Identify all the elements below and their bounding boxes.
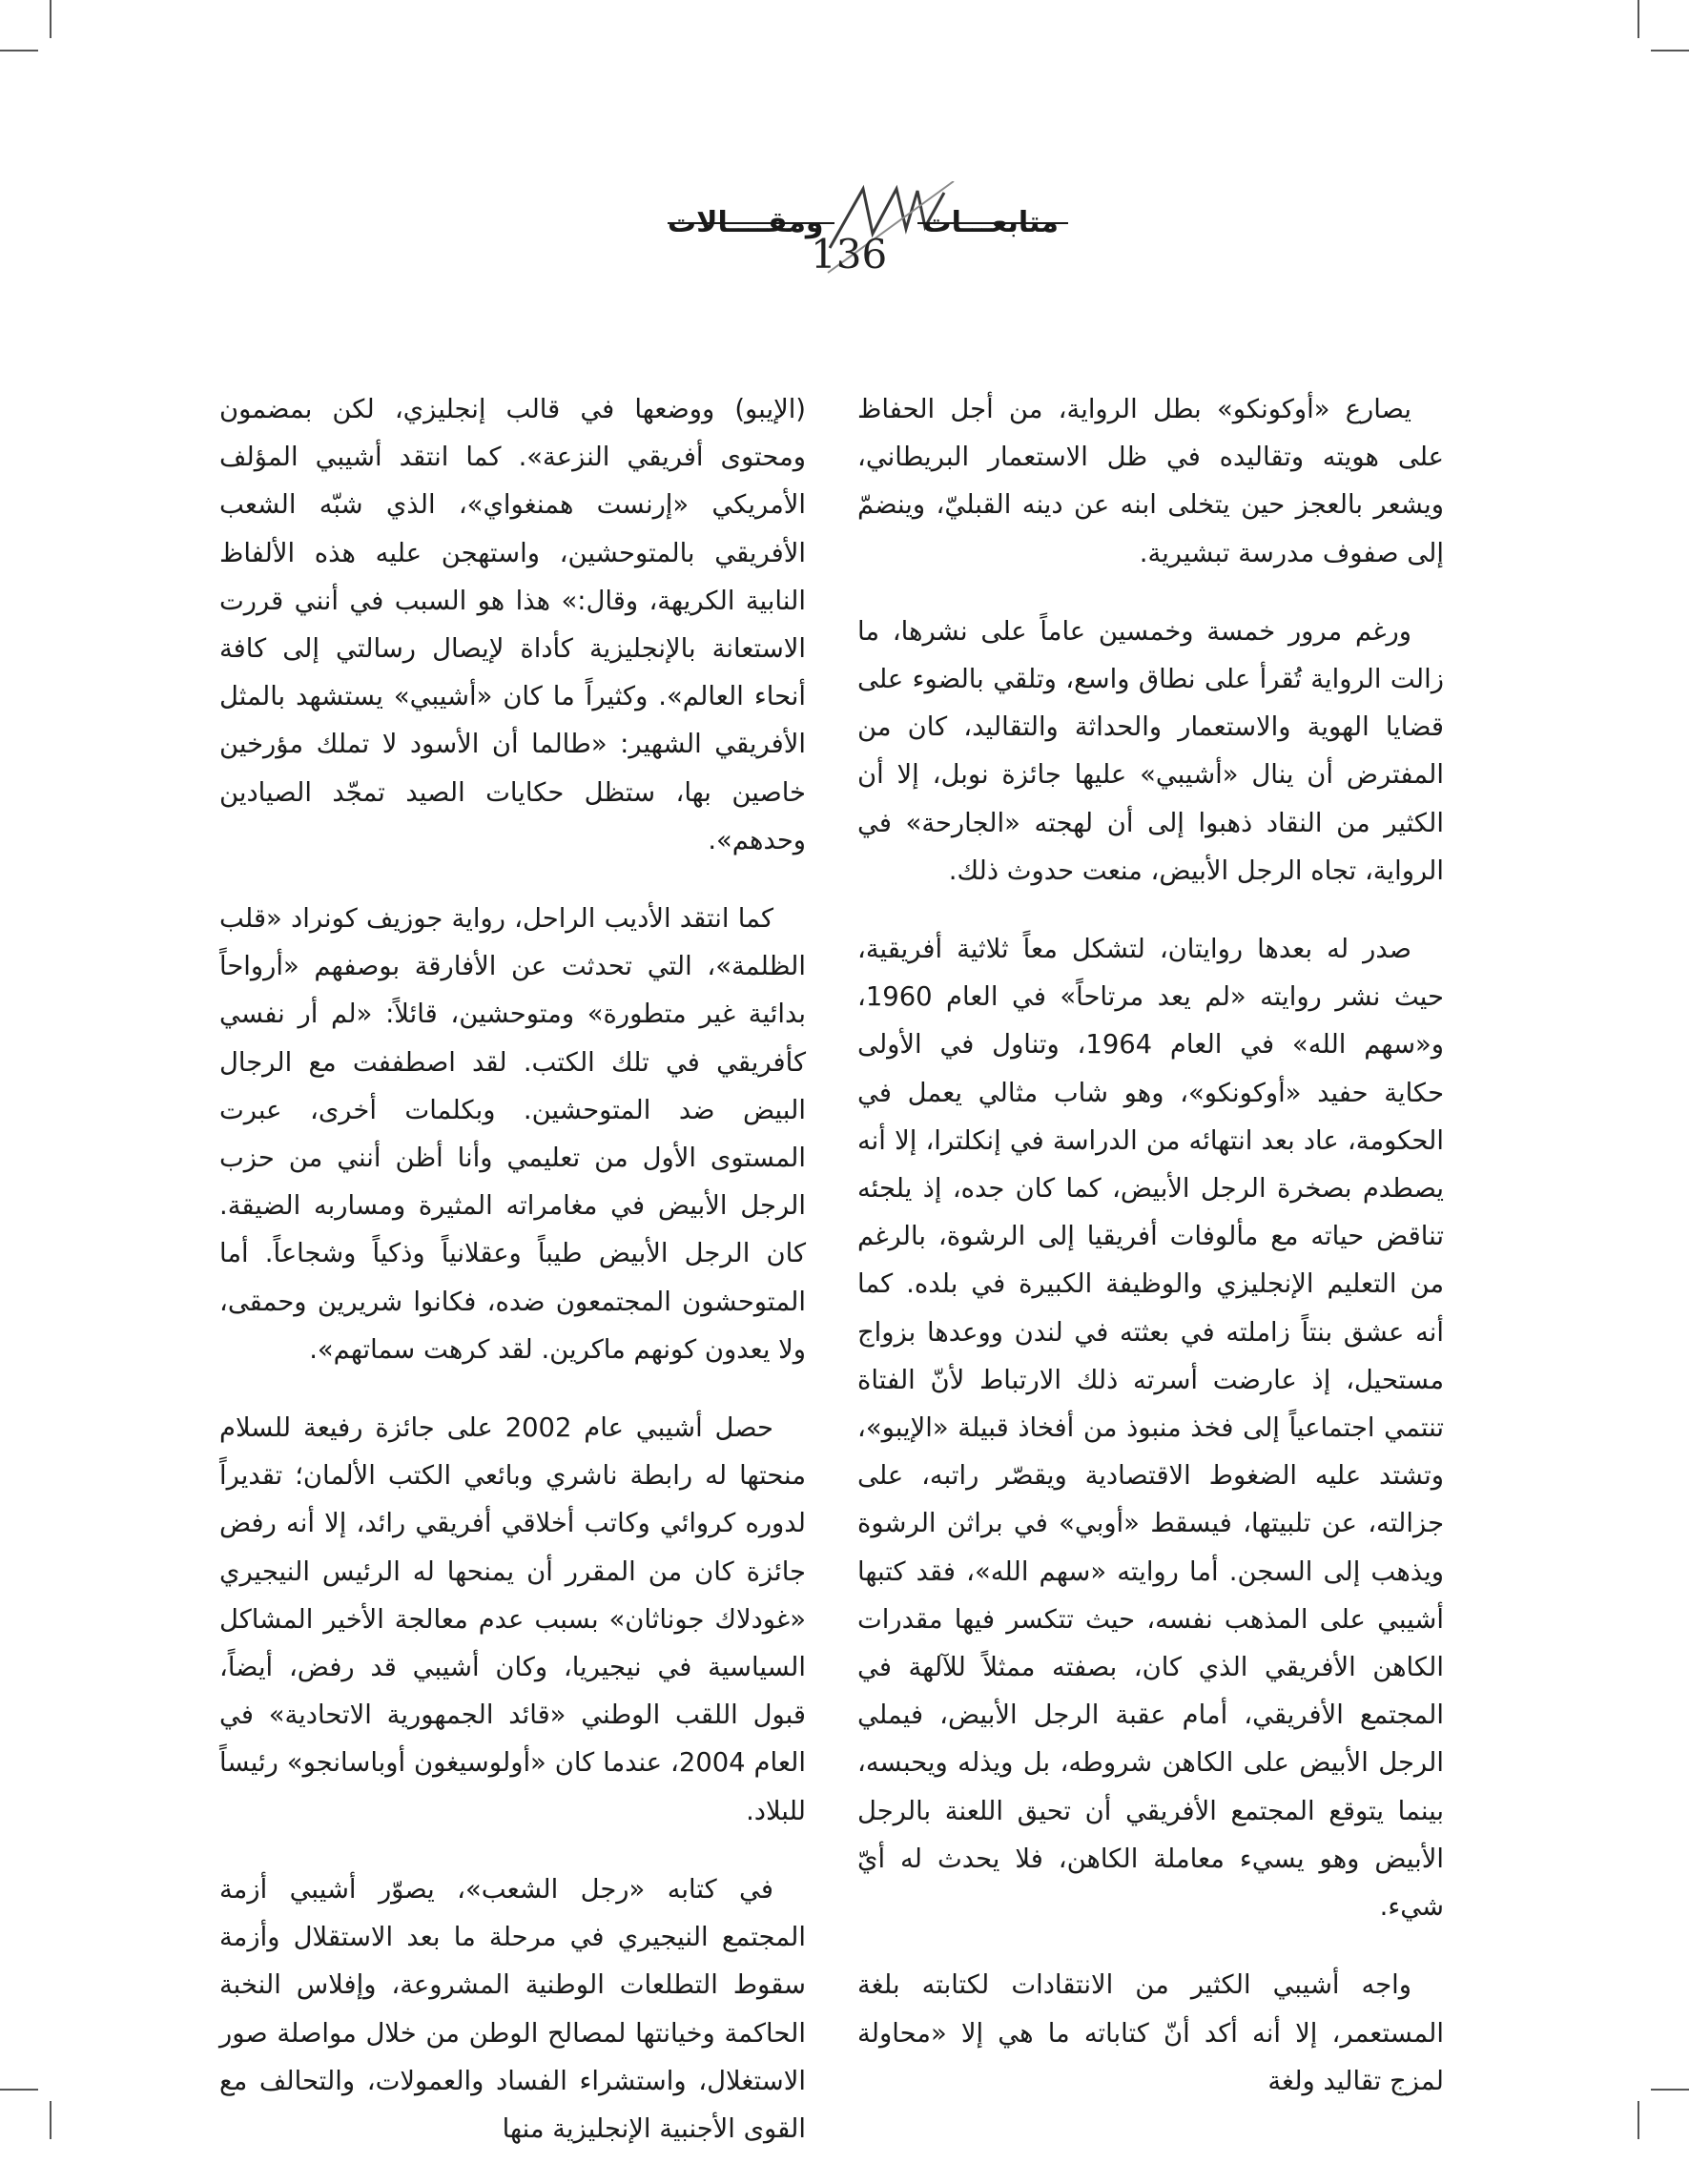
section-label-left: ومقــــالات <box>668 206 824 239</box>
section-label-right: متابعـــات <box>922 206 1059 239</box>
right-column <box>857 386 1444 2136</box>
paragraph: كما انتقد الأديب الراحل، رواية جوزيف كونراد «قلب الظلمة»، التي تحدثت عن الأفارقة بوصفهم «أرواحاً بدائية غير متطورة» ومتوحشين، قائلاً: «لم أر نفسي كأفريقي في تلك الكتب. لقد اصطففت مع الرجال البيض ضد المتوحشين. وبكلمات أخرى، عبرت المستوى الأول من تعليمي وأنا أظن أنني من حزب الرجل الأبيض في مغامراته المثيرة ومساربه الضيقة. كان الرجل الأبيض طيباً وعقلانياً وذكياً وشجاعاً. أما المتوحشون المجتمعون ضده، فكانوا شريرين وحمقى، ولا يعدون كونهم ماكرين. لقد كرهت سماتهم». <box>219 904 806 1365</box>
crop-mark <box>1651 50 1689 52</box>
paragraph: واجه أشيبي الكثير من الانتقادات لكتابته بلغة المستعمر، إلا أنه أكد أنّ كتاباته ما هي إلا «محاولة لمزج تقاليد ولغة <box>857 1970 1444 2096</box>
paragraph: حصل أشيبي عام 2002 على جائزة رفيعة للسلام منحتها له رابطة ناشري وبائعي الكتب الألمان؛ تقديراً لدوره كروائي وكاتب أخلاقي أفريقي رائد، إلا أنه رفض جائزة كان من المقرر أن يمنحها له الرئيس النيجيري «غودلاك جوناثان» بسبب عدم معالجة الأخير المشاكل السياسية في نيجيريا، وكان أشيبي قد رفض، أيضاً، قبول اللقب الوطني «قائد الجمهورية الاتحادية» في العام 2004، عندما كان «أولوسيغون أوباسانجو» رئيساً للبلاد. <box>219 1413 806 1826</box>
page-number: 136 <box>811 231 888 278</box>
page-header <box>668 181 1068 277</box>
paragraph: يصارع «أوكونكو» بطل الرواية، من أجل الحفاظ على هويته وتقاليده في ظل الاستعمار البريطاني، ويشعر بالعجز حين يتخلى ابنه عن دينه القبليّ، وينضمّ إلى صفوف مدرسة تبشيرية. <box>857 395 1444 568</box>
crop-mark <box>0 2089 38 2091</box>
crop-mark <box>1638 0 1639 38</box>
paragraph: (الإيبو) ووضعها في قالب إنجليزي، لكن بمضمون ومحتوى أفريقي النزعة». كما انتقد أشيبي المؤلف الأمريكي «إرنست همنغواي»، الذي شبّه الشعب الأفريقي بالمتوحشين، واستهجن عليه هذه الألفاظ النابية الكريهة، وقال:» هذا هو السبب في أنني قررت الاستعانة بالإنجليزية كأداة لإيصال رسالتي إلى كافة أنحاء العالم». وكثيراً ما كان «أشيبي» يستشهد بالمثل الأفريقي الشهير: «طالما أن الأسود لا تملك مؤرخين خاصين بها، ستظل حكايات الصيد تمجّد الصيادين وحدهم». <box>219 395 806 855</box>
paragraph: ورغم مرور خمسة وخمسين عاماً على نشرها، ما زالت الرواية تُقرأ على نطاق واسع، وتلقي بالضوء على قضايا الهوية والاستعمار والحداثة والتقاليد، كان من المفترض أن ينال «أشيبي» عليها جائزة نوبل، إلا أن الكثير من النقاد ذهبوا إلى أن لهجته «الجارحة» في الرواية، تجاه الرجل الأبيض، منعت حدوث ذلك. <box>857 616 1444 886</box>
left-column <box>219 386 806 2184</box>
paragraph: في كتابه «رجل الشعب»، يصوّر أشيبي أزمة المجتمع النيجيري في مرحلة ما بعد الاستقلال وأزمة سقوط التطلعات الوطنية المشروعة، وإفلاس النخبة الحاكمة وخيانتها لمصالح الوطن من خلال مواصلة صور الاستغلال، واستشراء الفساد والعمولات، والتحالف مع القوى الأجنبية الإنجليزية منها <box>219 1874 806 2144</box>
paragraph: صدر له بعدها روايتان، لتشكل معاً ثلاثية أفريقية، حيث نشر روايته «لم يعد مرتاحاً» في العام 1960، و«سهم الله» في العام 1964، وتناول في الأولى حكاية حفيد «أوكونكو»، وهو شاب مثالي يعمل في الحكومة، عاد بعد انتهائه من الدراسة في إنكلترا، إلا أنه يصطدم بصخرة الرجل الأبيض، كما كان جده، إذ يلجئه تناقض حياته مع مألوفات أفريقيا إلى الرشوة، بالرغم من التعليم الإنجليزي والوظيفة الكبيرة في بلده. كما أنه عشق بنتاً زاملته في بعثته في لندن ووعدها بزواج مستحيل، إذ عارضت أسرته ذلك الارتباط لأنّ الفتاة تنتمي اجتماعياً إلى فخذ منبوذ من أفخاذ قبيلة «الإيبو»، وتشتد عليه الضغوط الاقتصادية ويقصّر راتبه، على جزالته، عن تلبيتها، فيسقط «أوبي» في براثن الرشوة ويذهب إلى السجن. أما روايته «سهم الله»، فقد كتبها أشيبي على المذهب نفسه، حيث تتكسر فيها مقدرات الكاهن الأفريقي الذي كان، بصفته ممثلاً للآلهة في المجتمع الأفريقي، أمام عقبة الرجل الأبيض، فيملي الرجل الأبيض على الكاهن شروطه، بل ويذله ويحبسه، بينما يتوقع المجتمع الأفريقي أن تحيق اللعنة بالرجل الأبيض وهو يسيء معاملة الكاهن، فلا يحدث له أيّ شيء. <box>857 935 1444 1923</box>
crop-mark <box>50 2101 51 2139</box>
crop-mark <box>0 50 38 52</box>
crop-mark <box>1638 2101 1639 2139</box>
crop-mark <box>1651 2089 1689 2091</box>
crop-mark <box>50 0 51 38</box>
